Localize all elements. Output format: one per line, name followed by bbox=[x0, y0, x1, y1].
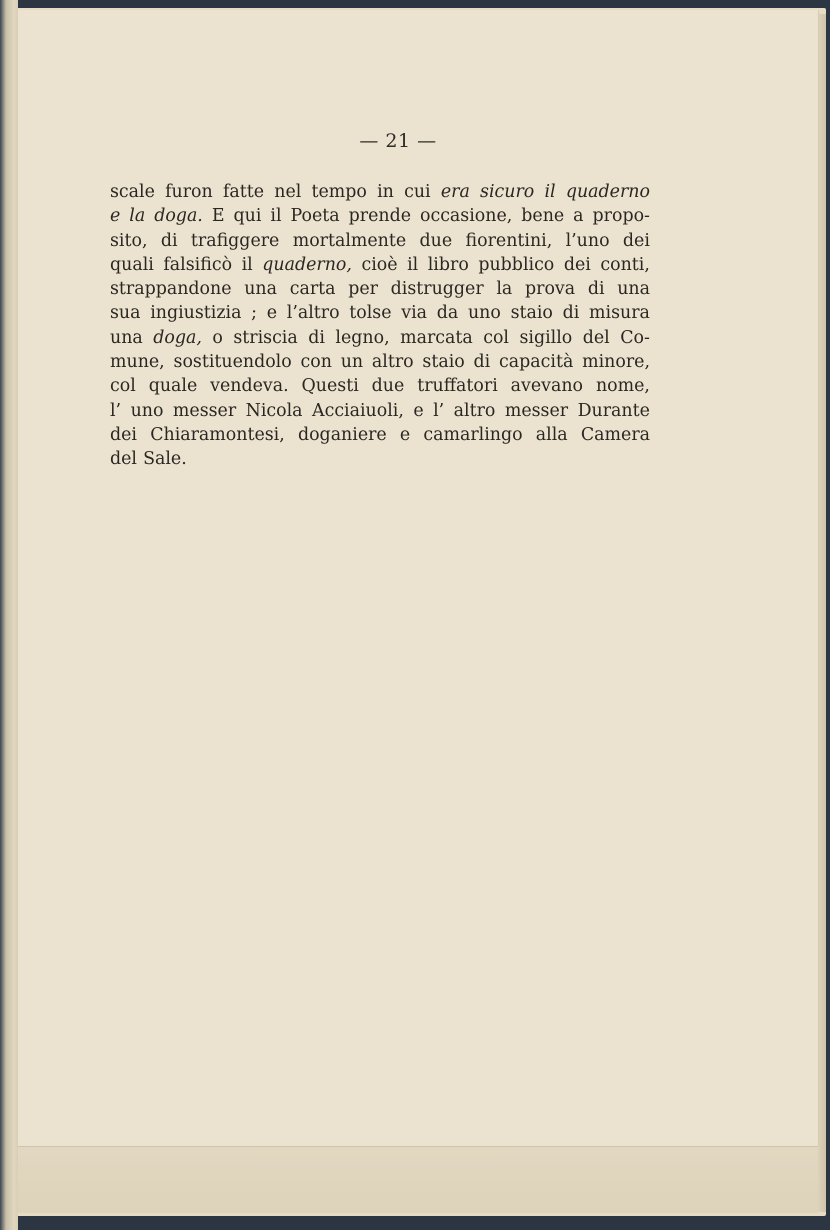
word: capacità bbox=[499, 352, 574, 373]
text-line bbox=[110, 204, 650, 228]
word: due bbox=[371, 376, 405, 397]
word: doga, bbox=[153, 327, 202, 348]
word: sua bbox=[110, 303, 141, 324]
text-line bbox=[110, 423, 650, 447]
word: marcata bbox=[400, 327, 473, 348]
word: di bbox=[562, 303, 580, 324]
binding-edge bbox=[0, 0, 18, 1230]
word: l’ bbox=[110, 400, 122, 421]
word: bene bbox=[521, 206, 565, 227]
word: e bbox=[266, 303, 278, 324]
word: del bbox=[582, 327, 610, 348]
word: libro bbox=[427, 254, 469, 275]
word: falsificò bbox=[163, 254, 233, 275]
word: con bbox=[300, 352, 332, 373]
word: prova bbox=[525, 279, 576, 300]
word: conti, bbox=[600, 254, 650, 275]
text-line bbox=[110, 180, 650, 204]
word: era bbox=[440, 182, 470, 202]
word: di bbox=[308, 327, 325, 348]
word: col bbox=[483, 327, 509, 348]
text-line bbox=[110, 399, 650, 423]
word: qui bbox=[233, 206, 262, 227]
word: strappandone bbox=[110, 279, 232, 300]
word: un bbox=[340, 352, 364, 373]
word: quaderno, bbox=[262, 254, 352, 275]
word: via bbox=[401, 303, 428, 324]
word: Questi bbox=[301, 376, 359, 397]
word: minore, bbox=[582, 352, 650, 373]
word: truffatori bbox=[417, 376, 498, 397]
word: staio bbox=[422, 352, 465, 373]
word: da bbox=[436, 303, 459, 324]
bottom-page-edge bbox=[18, 1146, 818, 1213]
body-text bbox=[110, 180, 650, 472]
word: quaderno bbox=[565, 182, 650, 202]
word: la bbox=[496, 279, 513, 300]
word: trafiggere bbox=[190, 230, 280, 251]
word: nel bbox=[274, 182, 302, 202]
word: pubblico bbox=[478, 254, 555, 275]
word: distrugger bbox=[390, 279, 484, 300]
word: di bbox=[587, 279, 605, 300]
word: Co- bbox=[620, 327, 650, 348]
word: dei bbox=[110, 424, 137, 445]
word: mortalmente bbox=[292, 230, 407, 251]
word: messer bbox=[172, 400, 237, 421]
word: ingiustizia bbox=[150, 303, 242, 324]
word: doganiere bbox=[297, 424, 387, 445]
text-line bbox=[110, 301, 650, 325]
page-number: — 21 — bbox=[359, 130, 437, 152]
word: per bbox=[348, 279, 378, 300]
word: l’altro bbox=[286, 303, 340, 324]
word: messer bbox=[504, 400, 569, 421]
word: o bbox=[212, 327, 223, 348]
word: di bbox=[160, 230, 178, 251]
word: altro bbox=[453, 400, 496, 421]
word: cioè bbox=[361, 254, 398, 275]
word: striscia bbox=[233, 327, 298, 348]
text-line bbox=[110, 277, 650, 301]
word: alla bbox=[535, 424, 568, 445]
word: l’ bbox=[433, 400, 445, 421]
word: sicuro bbox=[480, 182, 535, 202]
word: due bbox=[419, 230, 453, 251]
text-line bbox=[110, 374, 650, 398]
word: vendeva. bbox=[210, 376, 289, 397]
word: propo- bbox=[592, 206, 650, 227]
word: una bbox=[244, 279, 278, 300]
word: nome, bbox=[595, 376, 650, 397]
word: Durante bbox=[577, 400, 650, 421]
word: tolse bbox=[349, 303, 392, 324]
word: staio bbox=[510, 303, 553, 324]
word: e bbox=[110, 206, 121, 227]
word: una bbox=[110, 327, 143, 348]
word: camarlingo bbox=[423, 424, 523, 445]
word: la bbox=[129, 206, 146, 227]
word: del bbox=[110, 449, 137, 470]
word: misura bbox=[589, 303, 650, 324]
word: col bbox=[110, 376, 136, 397]
word: dei bbox=[622, 230, 650, 251]
word: ; bbox=[251, 303, 258, 324]
word: mune, bbox=[110, 352, 165, 373]
word: sostituendolo bbox=[173, 352, 292, 373]
word: quali bbox=[110, 254, 154, 275]
word: sigillo bbox=[519, 327, 573, 348]
word: prende bbox=[348, 206, 411, 227]
word: carta bbox=[289, 279, 336, 300]
word: e bbox=[399, 424, 411, 445]
word: l’uno bbox=[565, 230, 610, 251]
word: fiorentini, bbox=[465, 230, 553, 251]
text-line bbox=[110, 253, 650, 277]
word: Nicola bbox=[245, 400, 303, 421]
word: sito, bbox=[110, 230, 148, 251]
text-line bbox=[110, 229, 650, 253]
word: uno bbox=[467, 303, 501, 324]
word: occasione, bbox=[419, 206, 513, 227]
right-page-edge bbox=[818, 14, 826, 1212]
word: tempo bbox=[311, 182, 367, 202]
word: avevano bbox=[510, 376, 584, 397]
word: a bbox=[573, 206, 584, 227]
word: Poeta bbox=[290, 206, 340, 227]
word: il bbox=[407, 254, 419, 275]
word: Acciaiuoli, bbox=[312, 400, 404, 421]
word: il bbox=[544, 182, 556, 202]
word: dei bbox=[563, 254, 591, 275]
word: quale bbox=[148, 376, 198, 397]
word: E bbox=[211, 206, 225, 227]
word: fatte bbox=[222, 182, 265, 202]
text-line bbox=[110, 447, 650, 471]
word: cui bbox=[404, 182, 431, 202]
word: Camera bbox=[580, 424, 650, 445]
word: furon bbox=[165, 182, 213, 202]
text-line bbox=[110, 350, 650, 374]
text-line bbox=[110, 326, 650, 350]
word: legno, bbox=[335, 327, 390, 348]
word: scale bbox=[110, 182, 155, 202]
word: in bbox=[377, 182, 394, 202]
word: doga. bbox=[154, 206, 203, 227]
word: il bbox=[270, 206, 282, 227]
word: il bbox=[241, 254, 253, 275]
word: uno bbox=[130, 400, 164, 421]
word: una bbox=[617, 279, 650, 300]
word: Chiaramontesi, bbox=[150, 424, 285, 445]
word: altro bbox=[371, 352, 414, 373]
page-sheet bbox=[18, 10, 818, 1146]
word: Sale. bbox=[143, 449, 187, 470]
word: di bbox=[473, 352, 491, 373]
word: e bbox=[413, 400, 424, 421]
